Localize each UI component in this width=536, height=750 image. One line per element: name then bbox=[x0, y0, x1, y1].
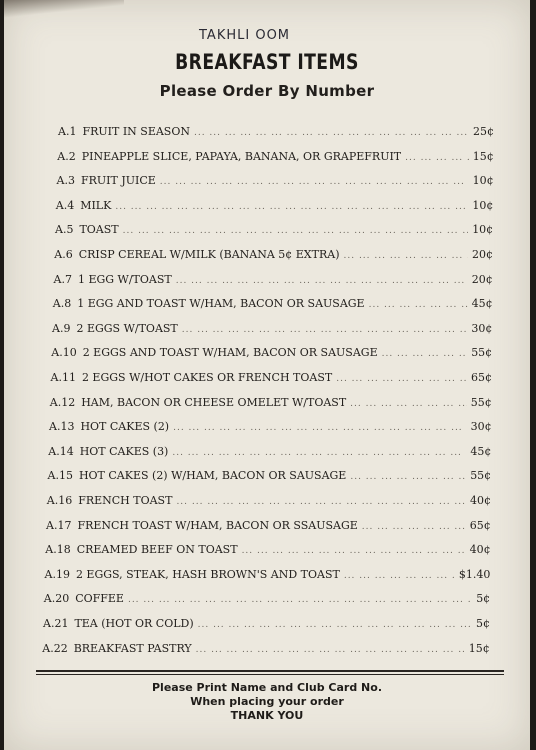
item-name: COFFEE bbox=[75, 592, 124, 606]
menu-item bbox=[51, 371, 493, 384]
menu-item bbox=[46, 519, 491, 532]
leader-dots bbox=[182, 325, 468, 335]
item-name: 2 EGGS W/TOAST bbox=[76, 321, 178, 335]
item-price: 55¢ bbox=[470, 395, 492, 409]
item-name: 2 EGGS AND TOAST W/HAM, BACON OR SAUSAGE bbox=[82, 346, 378, 360]
item-name: HOT CAKES (3) bbox=[79, 444, 169, 458]
leader-dots bbox=[123, 226, 469, 236]
item-price: 30¢ bbox=[471, 321, 493, 335]
item-code: A.9 bbox=[52, 321, 71, 335]
menu-item bbox=[45, 568, 491, 581]
item-price: 30¢ bbox=[470, 420, 492, 434]
footer-note bbox=[4, 681, 530, 723]
page-subtitle: Please Order By Number bbox=[159, 82, 375, 100]
item-code: A.20 bbox=[43, 592, 70, 606]
item-code: A.13 bbox=[49, 420, 75, 434]
item-code: A.10 bbox=[51, 346, 77, 360]
item-price: 25¢ bbox=[473, 125, 494, 138]
item-name: 1 EGG AND TOAST W/HAM, BACON OR SAUSAGE bbox=[77, 297, 365, 311]
item-code: A.3 bbox=[56, 174, 75, 188]
leader-dots bbox=[194, 128, 469, 138]
item-name: BREAKFAST PASTRY bbox=[73, 641, 192, 655]
handwritten-note: TAKHLI OOM bbox=[199, 28, 291, 43]
item-code: A.1 bbox=[58, 125, 77, 138]
item-code: A.17 bbox=[46, 518, 72, 532]
page-title: BREAKFAST ITEMS bbox=[175, 50, 359, 74]
leader-dots bbox=[344, 251, 469, 261]
leader-dots bbox=[115, 202, 468, 212]
item-code: A.15 bbox=[47, 469, 73, 483]
item-price: 15¢ bbox=[468, 641, 490, 655]
item-name: HOT CAKES (2) W/HAM, BACON OR SAUSAGE bbox=[78, 469, 347, 483]
leader-dots bbox=[369, 300, 468, 310]
leader-dots bbox=[176, 497, 466, 507]
menu-item bbox=[43, 617, 490, 630]
menu-item bbox=[48, 445, 491, 458]
item-name: 2 EGGS W/HOT CAKES OR FRENCH TOAST bbox=[81, 371, 333, 384]
item-code: A.8 bbox=[52, 297, 72, 311]
menu-item bbox=[45, 543, 490, 556]
leader-dots bbox=[128, 595, 472, 605]
divider-line-thin bbox=[36, 674, 504, 675]
item-price: 10¢ bbox=[472, 198, 494, 212]
item-name: FRUIT JUICE bbox=[80, 174, 156, 188]
item-name: CREAMED BEEF ON TOAST bbox=[76, 543, 238, 557]
item-code: A.2 bbox=[57, 149, 76, 163]
item-code: A.12 bbox=[49, 395, 76, 409]
item-name: 2 EGGS, STEAK, HASH BROWN'S AND TOAST bbox=[75, 567, 340, 581]
item-code: A.22 bbox=[42, 641, 68, 655]
menu-item bbox=[49, 420, 492, 433]
leader-dots bbox=[344, 571, 455, 581]
menu-item bbox=[56, 199, 494, 212]
item-price: 65¢ bbox=[469, 518, 491, 532]
menu-item bbox=[53, 297, 493, 310]
leader-dots bbox=[382, 349, 468, 359]
leader-dots bbox=[198, 620, 472, 630]
item-price: 40¢ bbox=[469, 543, 491, 557]
item-price: $1.40 bbox=[458, 567, 491, 581]
item-name: FRENCH TOAST W/HAM, BACON OR SSAUSAGE bbox=[77, 518, 358, 532]
menu-item bbox=[51, 346, 492, 359]
item-name: FRUIT IN SEASON bbox=[82, 125, 190, 138]
item-code: A.21 bbox=[43, 617, 69, 630]
menu-item bbox=[48, 469, 492, 482]
footer-line-2: When placing your order bbox=[190, 695, 344, 708]
item-name: TOAST bbox=[79, 223, 119, 237]
item-price: 5¢ bbox=[476, 592, 491, 606]
menu-item bbox=[58, 125, 494, 138]
footer-line-1: Please Print Name and Club Card No. bbox=[151, 681, 382, 694]
leader-dots bbox=[405, 153, 469, 163]
item-price: 55¢ bbox=[470, 469, 492, 483]
item-name: 1 EGG W/TOAST bbox=[77, 272, 172, 286]
item-name: CRISP CEREAL W/MILK (BANANA 5¢ EXTRA) bbox=[78, 248, 340, 261]
menu-page bbox=[4, 0, 530, 750]
menu-item bbox=[57, 150, 494, 163]
item-price: 10¢ bbox=[472, 223, 494, 237]
item-name: FRENCH TOAST bbox=[78, 494, 173, 507]
leader-dots bbox=[350, 399, 467, 409]
item-price: 40¢ bbox=[470, 494, 491, 507]
menu-item bbox=[55, 223, 493, 236]
item-name: MILK bbox=[80, 198, 112, 212]
item-code: A.18 bbox=[45, 543, 71, 557]
leader-dots bbox=[336, 374, 467, 384]
item-price: 20¢ bbox=[471, 272, 493, 286]
menu-item bbox=[44, 592, 490, 605]
item-code: A.11 bbox=[50, 371, 76, 384]
item-code: A.5 bbox=[55, 223, 74, 237]
item-name: HOT CAKES (2) bbox=[80, 420, 170, 434]
item-price: 45¢ bbox=[471, 297, 493, 311]
menu-item bbox=[57, 174, 494, 187]
item-name: PINEAPPLE SLICE, PAPAYA, BANANA, OR GRAPEFRUIT bbox=[81, 149, 402, 163]
item-code: A.4 bbox=[55, 198, 75, 212]
item-price: 45¢ bbox=[470, 444, 492, 458]
menu-item bbox=[50, 396, 492, 409]
item-price: 55¢ bbox=[471, 346, 493, 360]
menu-item bbox=[42, 642, 490, 655]
menu-item bbox=[54, 273, 493, 286]
item-price: 20¢ bbox=[472, 248, 493, 261]
menu-item bbox=[54, 248, 493, 261]
item-price: 15¢ bbox=[472, 149, 494, 163]
page-shadow bbox=[4, 0, 124, 18]
leader-dots bbox=[160, 177, 469, 187]
divider-line bbox=[36, 670, 504, 672]
item-name: HAM, BACON OR CHEESE OMELET W/TOAST bbox=[81, 395, 347, 409]
leader-dots bbox=[173, 423, 466, 433]
leader-dots bbox=[196, 645, 465, 655]
item-code: A.16 bbox=[46, 494, 73, 507]
item-code: A.7 bbox=[53, 272, 72, 286]
leader-dots bbox=[362, 522, 466, 532]
item-code: A.14 bbox=[48, 444, 74, 458]
footer-line-3: THANK YOU bbox=[230, 709, 304, 722]
menu-item bbox=[47, 494, 491, 507]
leader-dots bbox=[176, 276, 468, 286]
leader-dots bbox=[350, 472, 466, 482]
item-code: A.6 bbox=[54, 248, 73, 261]
item-price: 10¢ bbox=[472, 174, 494, 188]
menu-item bbox=[52, 322, 492, 335]
item-name: TEA (HOT OR COLD) bbox=[74, 617, 194, 630]
item-price: 5¢ bbox=[476, 617, 490, 630]
item-price: 65¢ bbox=[471, 371, 492, 384]
item-code: A.19 bbox=[44, 567, 70, 581]
leader-dots bbox=[242, 546, 466, 556]
leader-dots bbox=[172, 448, 466, 458]
